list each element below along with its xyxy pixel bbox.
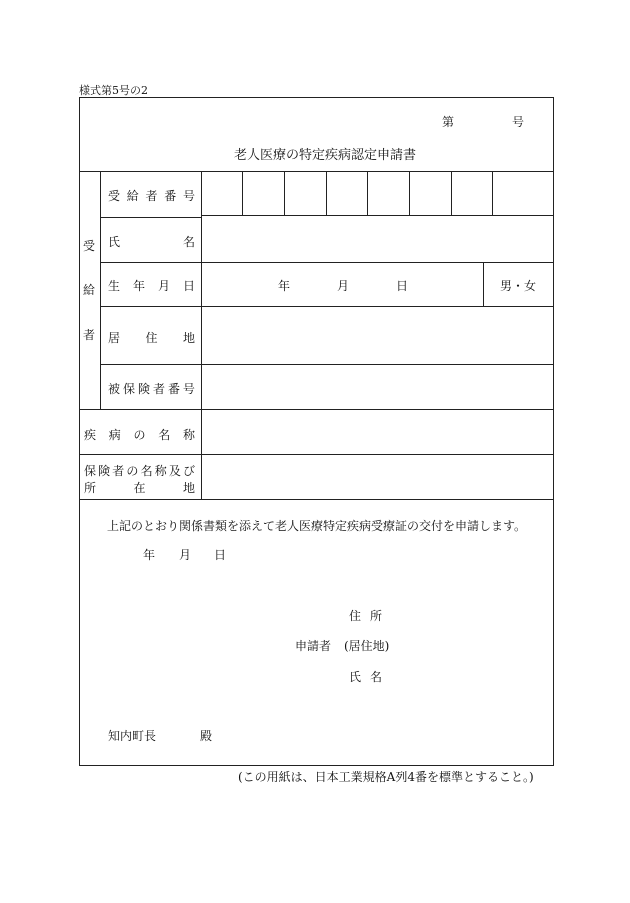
recipient-char: 給	[82, 283, 95, 297]
form-title: 老人医療の特定疾病認定申請書	[234, 148, 417, 163]
divider	[79, 454, 553, 455]
applicant-name-label	[349, 668, 382, 685]
label-char: 保	[84, 464, 97, 478]
date-month-label: 月	[179, 548, 192, 562]
insurer-name-label	[84, 462, 195, 479]
number-dai: 第	[442, 115, 455, 129]
divider	[409, 171, 410, 215]
applicant-label: 申請者	[295, 639, 332, 653]
label-char: び	[182, 464, 195, 478]
divider	[242, 171, 243, 215]
label-char: 保	[122, 382, 135, 396]
divider	[100, 171, 101, 409]
divider	[451, 171, 452, 215]
label-char: 険	[137, 382, 150, 396]
name-label	[108, 233, 195, 250]
label-char: 住	[145, 331, 158, 345]
label-char: 名	[158, 428, 171, 442]
label-char: 日	[182, 279, 195, 293]
number-go: 号	[512, 115, 525, 129]
label-char: 番	[167, 382, 180, 396]
divider	[492, 171, 493, 215]
recipient-char: 受	[82, 239, 95, 253]
label-char: 称	[182, 428, 195, 442]
divider	[100, 364, 553, 365]
birth-day-label: 日	[396, 279, 409, 293]
disease-name-label	[84, 426, 195, 443]
divider	[79, 171, 553, 172]
label-char: 番	[164, 189, 177, 203]
label-char: 名	[140, 464, 153, 478]
label-char: の	[126, 464, 139, 478]
divider	[367, 171, 368, 215]
recipient-group-label	[82, 171, 96, 409]
divider	[79, 499, 553, 500]
sex-options: 男・女	[500, 279, 537, 293]
application-statement: 上記のとおり関係書類を添えて老人医療特定疾病受療証の交付を申請します。	[107, 519, 527, 533]
birth-month-label: 月	[337, 279, 350, 293]
label-char: 居	[108, 331, 121, 345]
divider	[284, 171, 285, 215]
divider	[483, 262, 484, 306]
label-char: 所	[369, 609, 382, 623]
label-char: 生	[108, 279, 121, 293]
footer-note: (この用紙は、日本工業規格A列4番を標準とすること。)	[238, 770, 534, 784]
date-year-label: 年	[143, 548, 156, 562]
recipient-number-label	[108, 187, 195, 204]
divider	[100, 262, 553, 263]
label-char: 住	[349, 609, 362, 623]
date-day-label: 日	[214, 548, 227, 562]
label-char: 者	[145, 189, 158, 203]
divider	[326, 171, 327, 215]
insured-number-label	[108, 380, 195, 397]
label-char: 年	[132, 279, 145, 293]
label-char: 険	[98, 464, 111, 478]
label-char: 氏	[108, 235, 121, 249]
label-char: 名	[182, 235, 195, 249]
label-char: 所	[84, 481, 97, 495]
divider	[100, 217, 201, 218]
insurer-address-label	[84, 479, 195, 496]
label-char: 称	[154, 464, 167, 478]
addressee-title: 知内町長	[108, 729, 157, 743]
label-char: 病	[108, 428, 121, 442]
label-char: 疾	[84, 428, 97, 442]
label-char: 被	[108, 382, 121, 396]
applicant-residence-label: (居住地)	[344, 639, 390, 653]
label-char: の	[133, 428, 146, 442]
divider	[100, 306, 553, 307]
label-char: 者	[112, 464, 125, 478]
form-id: 様式第5号の2	[79, 84, 148, 97]
label-char: 号	[182, 382, 195, 396]
divider	[79, 409, 553, 410]
label-char: 者	[152, 382, 165, 396]
divider	[201, 171, 202, 499]
label-char: 名	[369, 670, 382, 684]
addressee-honorific: 殿	[200, 729, 213, 743]
label-char: 月	[157, 279, 170, 293]
label-char: 地	[182, 481, 195, 495]
address-label	[108, 329, 195, 346]
divider	[201, 215, 553, 216]
birth-date-label	[108, 277, 195, 294]
label-char: 及	[168, 464, 181, 478]
applicant-address-label	[349, 607, 382, 624]
label-char: 受	[108, 189, 121, 203]
label-char: 地	[182, 331, 195, 345]
label-char: 号	[182, 189, 195, 203]
recipient-char: 者	[82, 328, 95, 342]
label-char: 給	[126, 189, 139, 203]
birth-year-label: 年	[278, 279, 291, 293]
label-char: 在	[133, 481, 146, 495]
label-char: 氏	[349, 670, 362, 684]
